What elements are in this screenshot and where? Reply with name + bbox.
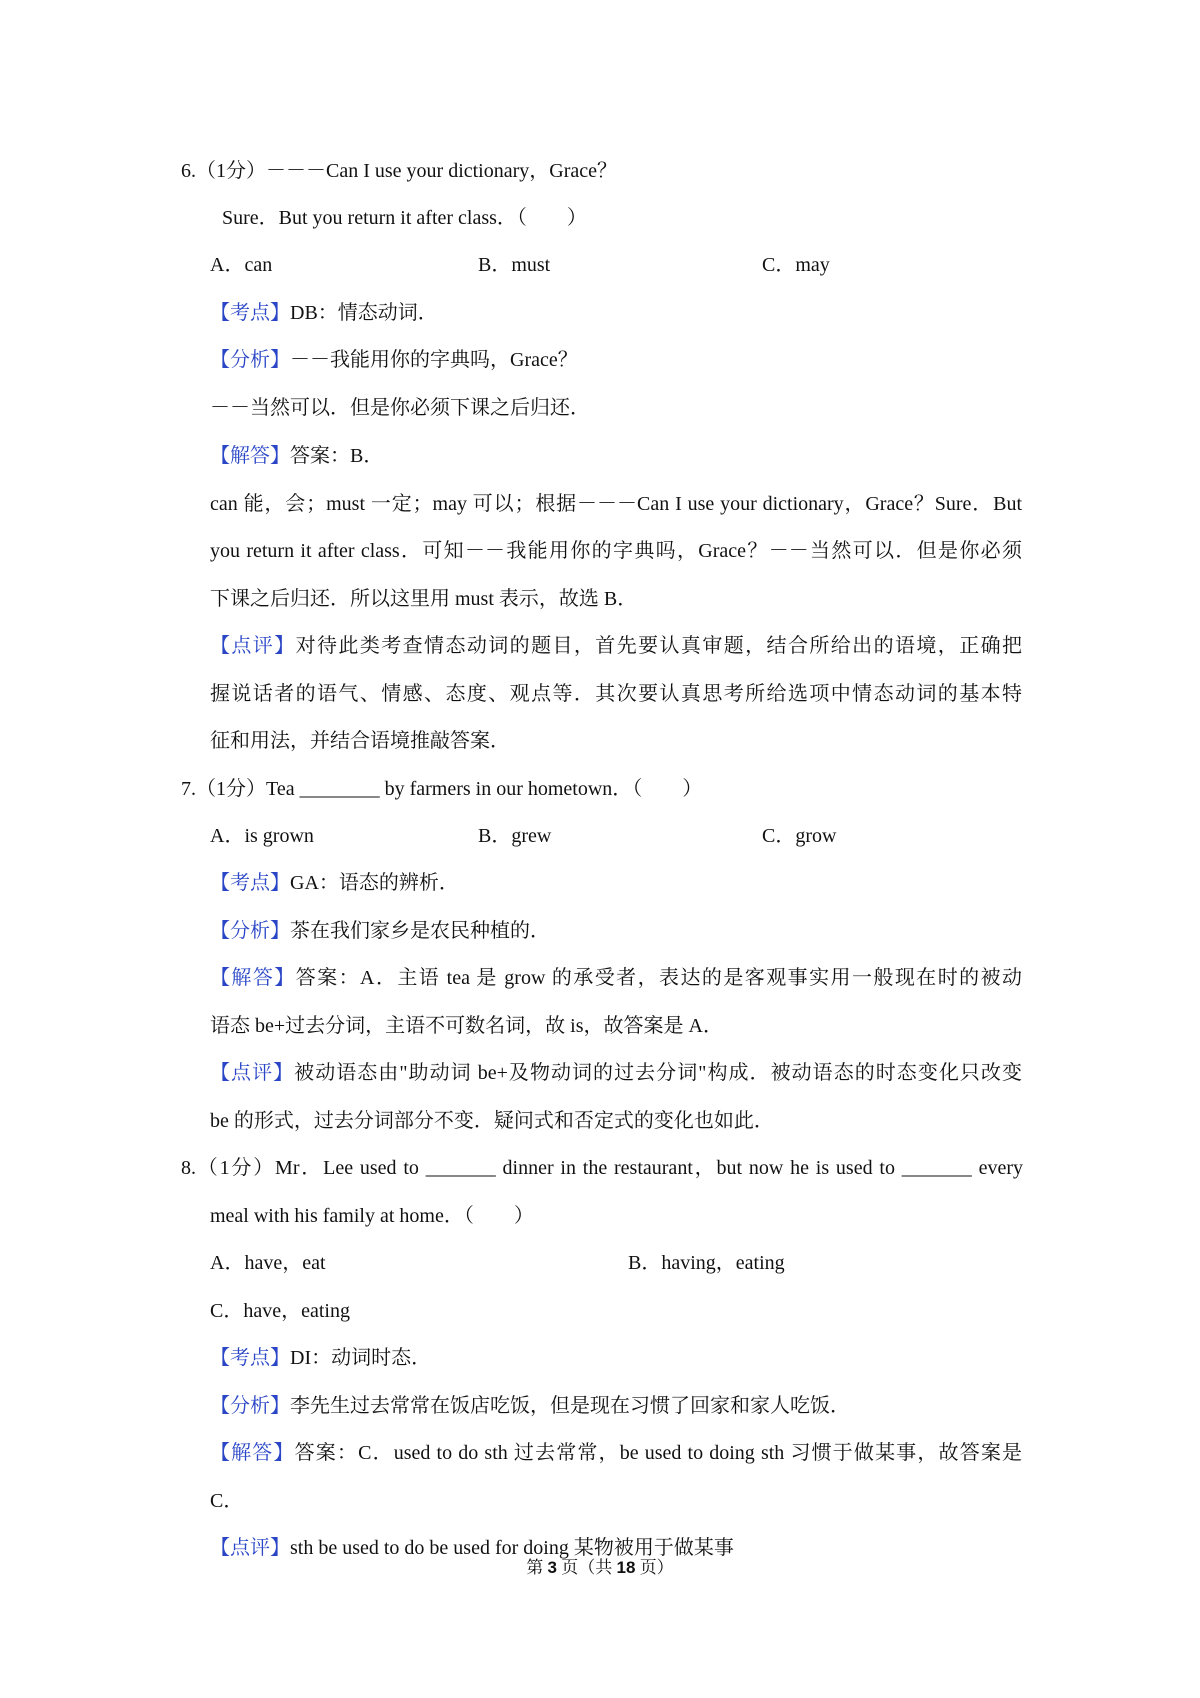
q6-jieda-line2: can 能，会；must 一定；may 可以；根据－－－Can I use your dictionary，Grace？Sure．But — [210, 493, 1022, 515]
q6-option-c: C．may — [762, 254, 830, 276]
q7-kaodian-text: GA：语态的辨析． — [290, 872, 459, 894]
jieda-tag: 【解答】 — [210, 967, 296, 989]
q8-fenxi — [210, 1393, 850, 1419]
kaodian-tag: 【考点】 — [210, 1347, 290, 1369]
q8-option-a: A．have，eat — [210, 1252, 326, 1274]
footer-mid: 页（共 — [557, 1558, 617, 1577]
q6-fenxi-text: －－我能用你的字典吗，Grace？ — [290, 349, 578, 371]
q7-dianping — [210, 1060, 1022, 1086]
q8-jieda — [210, 1440, 1022, 1466]
dianping-tag: 【点评】 — [210, 1537, 290, 1559]
q6-stem-line2: Sure．But you return it after class．（ ） — [222, 207, 587, 229]
dianping-tag: 【点评】 — [210, 635, 296, 657]
q8-dianping-text: sth be used to do be used for doing 某物被用于做某事 — [290, 1537, 734, 1559]
q6-jieda-line4: 下课之后归还．所以这里用 must 表示，故选 B． — [210, 588, 638, 610]
q8-option-c: C．have，eating — [210, 1300, 350, 1322]
q8-fenxi-text: 李先生过去常常在饭店吃饭，但是现在习惯了回家和家人吃饭． — [290, 1395, 850, 1417]
q7-jieda-line2: 语态 be+过去分词，主语不可数名词，故 is，故答案是 A． — [210, 1015, 723, 1037]
q7-fenxi — [210, 918, 550, 944]
jieda-tag: 【解答】 — [210, 445, 290, 467]
q7-option-b: B．grew — [478, 825, 552, 847]
q6-kaodian — [210, 300, 438, 326]
q8-jieda-line2: C． — [210, 1490, 244, 1512]
q8-stem-line2: meal with his family at home．（ ） — [210, 1205, 534, 1227]
q7-dianping-text: 被动语态由"助动词 be+及物动词的过去分词"构成．被动语态的时态变化只改变 — [294, 1062, 1023, 1084]
q6-dianping-line2: 握说话者的语气、情感、态度、观点等．其次要认真思考所给选项中情态动词的基本特 — [210, 683, 1022, 705]
q7-stem: 7.（1分）Tea ________ by farmers in our hometown．（ ） — [181, 778, 703, 800]
fenxi-tag: 【分析】 — [210, 349, 290, 371]
q6-dianping-text: 对待此类考查情态动词的题目，首先要认真审题，结合所给出的语境，正确把 — [295, 635, 1023, 657]
q7-jieda — [210, 965, 1022, 991]
q8-kaodian-text: DI：动词时态． — [290, 1347, 432, 1369]
q6-jieda-line3: you return it after class．可知－－我能用你的字典吗，Grace？－－当然可以．但是你必须 — [210, 540, 1022, 562]
fenxi-tag: 【分析】 — [210, 920, 290, 942]
jieda-tag: 【解答】 — [210, 1442, 295, 1464]
q6-fenxi-line2: －－当然可以．但是你必须下课之后归还． — [210, 397, 590, 419]
q7-option-c: C．grow — [762, 825, 837, 847]
dianping-tag: 【点评】 — [210, 1062, 295, 1084]
q6-dianping-line3: 征和用法，并结合语境推敲答案． — [210, 730, 510, 752]
q8-option-b: B．having，eating — [628, 1252, 785, 1274]
q7-kaodian — [210, 870, 459, 896]
total-pages: 18 — [616, 1558, 636, 1577]
q7-option-a: A．is grown — [210, 825, 314, 847]
q8-kaodian — [210, 1345, 431, 1371]
q7-dianping-line2: be 的形式，过去分词部分不变．疑问式和否定式的变化也如此． — [210, 1110, 774, 1132]
q6-stem: 6.（1分）－－－Can I use your dictionary，Grace？ — [181, 160, 618, 182]
q7-jieda-text: 答案：A．主语 tea 是 grow 的承受者，表达的是客观事实用一般现在时的被动 — [295, 967, 1023, 989]
q6-jieda — [210, 443, 383, 469]
footer-suffix: 页） — [635, 1558, 674, 1577]
q6-option-b: B．must — [478, 254, 551, 276]
page-number: 3 — [547, 1558, 558, 1577]
q8-stem: 8.（1分）Mr．Lee used to _______ dinner in the restaurant，but now he is used to _______ every — [181, 1157, 1023, 1179]
q6-dianping — [210, 633, 1022, 659]
q7-fenxi-text: 茶在我们家乡是农民种植的． — [290, 920, 550, 942]
q8-jieda-text: 答案：C．used to do sth 过去常常，be used to doing sth 习惯于做某事，故答案是 — [294, 1442, 1023, 1464]
q6-kaodian-text: DB：情态动词． — [290, 302, 438, 324]
kaodian-tag: 【考点】 — [210, 872, 290, 894]
page-footer — [0, 1557, 1200, 1579]
footer-prefix: 第 — [526, 1558, 548, 1577]
fenxi-tag: 【分析】 — [210, 1395, 290, 1417]
kaodian-tag: 【考点】 — [210, 302, 290, 324]
q6-fenxi — [210, 347, 578, 373]
q6-option-a: A．can — [210, 254, 273, 276]
q6-jieda-text: 答案：B． — [290, 445, 384, 467]
